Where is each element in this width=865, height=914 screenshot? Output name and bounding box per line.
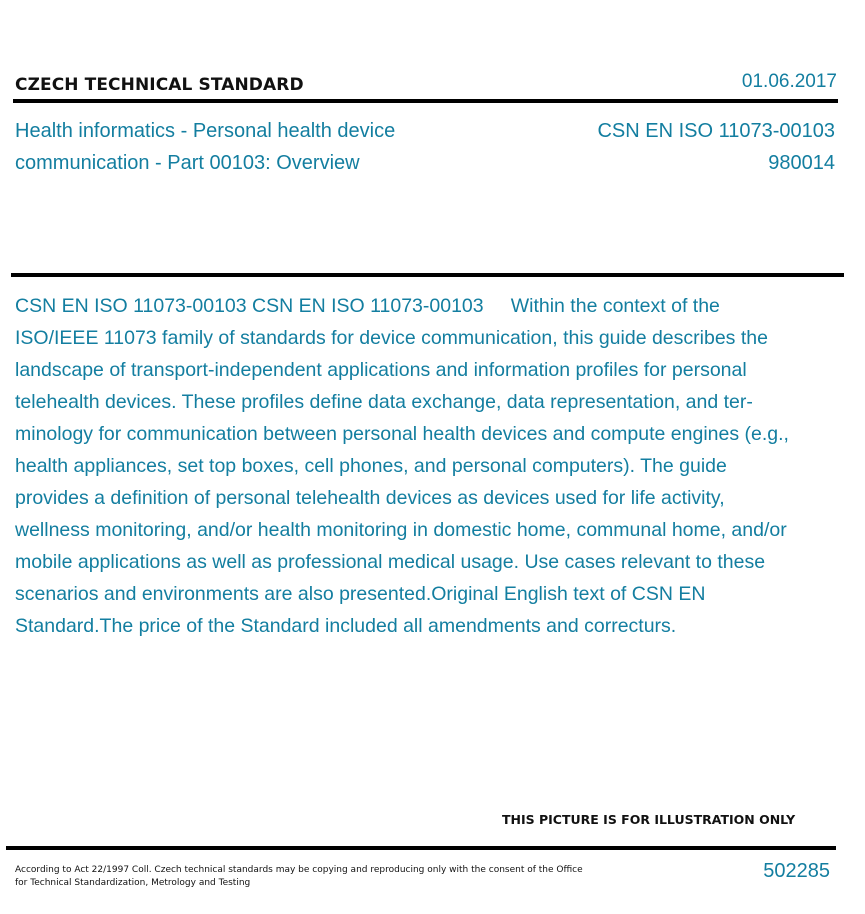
header-divider	[13, 99, 838, 103]
illustration-note: THIS PICTURE IS FOR ILLUSTRATION ONLY	[502, 812, 796, 827]
title-line-2: communication - Part 00103: Overview	[15, 152, 360, 174]
legal-notice	[15, 864, 585, 890]
legal-line-2: for Technical Standardization, Metrology and Testing	[15, 878, 251, 888]
standard-code: CSN EN ISO 11073-00103	[597, 120, 835, 142]
document-codes	[597, 115, 835, 179]
class-number: 980014	[768, 152, 835, 174]
document-title	[15, 115, 495, 179]
title-line-1: Health informatics - Personal health device	[15, 120, 396, 142]
publication-date: 01.06.2017	[741, 71, 837, 92]
legal-line-1: According to Act 22/1997 Coll. Czech technical standards may be copying and reproducing only with the consent of the Office	[15, 865, 583, 875]
title-divider	[11, 273, 844, 277]
catalog-number: 502285	[763, 860, 830, 882]
standard-label: CZECH TECHNICAL STANDARD	[15, 75, 304, 95]
footer-divider	[6, 846, 836, 850]
abstract-text: CSN EN ISO 11073-00103 CSN EN ISO 11073-00103 Within the context of the ISO/IEEE 11073 family of standards for device communication, this guide describes the landscape of transport-independent applications and information profiles for personal telehealth devices. These profiles define data exchange, data representation, and ter-minology for communication between personal health devices and compute engines (e.g., health appliances, set top boxes, cell phones, and personal computers). The guide provides a definition of personal telehealth devices as devices used for life activity, wellness monitoring, and/or health monitoring in domestic home, communal home, and/or mobile applications as well as professional medical usage. Use cases relevant to these scenarios and environments are also presented.Original English text of CSN EN Standard.The price of the Standard included all amendments and correcturs.	[15, 295, 795, 637]
